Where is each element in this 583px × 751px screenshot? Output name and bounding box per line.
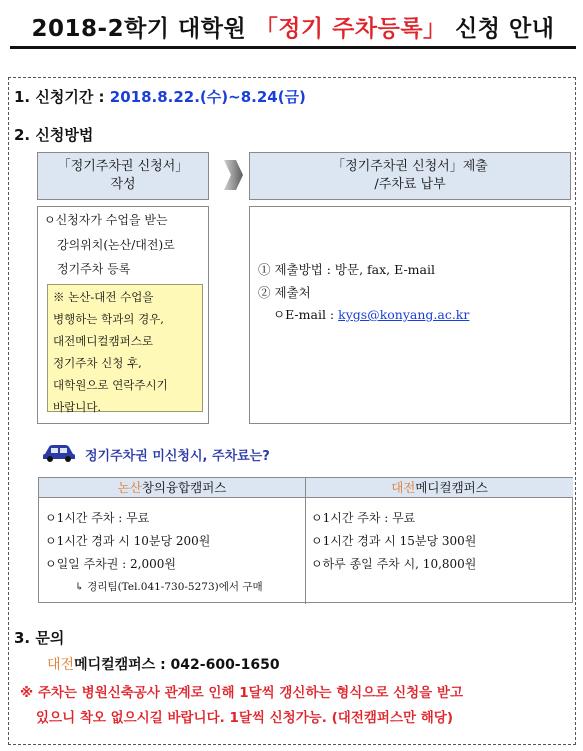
warning-line-1: ※ 주차는 병원신축공사 관계로 인해 1달씩 갱신하는 형식으로 신청을 받고 xyxy=(20,685,464,701)
fee-item: ㅇ하루 종일 주차 시, 10,800원 xyxy=(311,557,477,571)
submit-where: ② 제출처 xyxy=(258,285,311,300)
step2-line2: /주차료 납부 xyxy=(374,177,446,192)
submit-email-row xyxy=(273,305,469,323)
period-value: 2018.8.22.(수)~8.24(금) xyxy=(109,88,306,106)
submit-method: ① 제출방법 : 방문, fax, E-mail xyxy=(258,262,435,277)
col2-header-orange: 대전 xyxy=(391,480,416,495)
fee-item: ㅇ1시간 경과 시 10분당 200원 xyxy=(45,534,211,548)
chevron-right-icon xyxy=(222,158,244,192)
title-underline xyxy=(10,46,576,49)
note-line: 정기주차 신청 후, xyxy=(53,356,142,370)
fee-item: ㅇ1시간 경과 시 15분당 300원 xyxy=(311,534,477,548)
step1-item-line: 정기주차 등록 xyxy=(57,262,131,276)
section-period xyxy=(14,86,306,107)
email-link[interactable]: kygs@konyang.ac.kr xyxy=(338,307,470,322)
col1-header-rest: 창의융합캠퍼스 xyxy=(141,480,227,495)
fee-item: ㅇ1시간 주차 : 무료 xyxy=(311,511,416,525)
step1-header xyxy=(37,152,209,200)
step1-line2: 작성 xyxy=(110,177,136,192)
col-header-daejeon xyxy=(306,478,573,498)
fee-item: ㅇ일일 주차권 : 2,000원 xyxy=(45,557,176,571)
warning-line-2: 있으니 착오 없으시길 바랍니다. 1달씩 신청가능. (대전캠퍼스만 해당) xyxy=(36,710,453,726)
unregistered-title: 정기주차권 미신청시, 주차료는? xyxy=(85,449,270,464)
section-inquiry: 3. 문의 xyxy=(14,629,65,647)
fee-item: ㅇ1시간 주차 : 무료 xyxy=(45,511,150,525)
note-line: 병행하는 학과의 경우, xyxy=(53,312,164,326)
inquiry-campus-orange: 대전 xyxy=(47,657,75,673)
inquiry-campus-phone: 메디컬캠퍼스 : 042-600-1650 xyxy=(74,657,280,673)
col2-header-rest: 메디컬캠퍼스 xyxy=(415,480,488,495)
page-title xyxy=(10,10,576,43)
step1-line1: 「정기주차권 신청서」 xyxy=(57,159,189,174)
col1-header-orange: 논산 xyxy=(117,480,142,495)
section-method: 2. 신청방법 xyxy=(14,126,94,144)
step2-header xyxy=(249,152,571,200)
car-icon xyxy=(42,443,76,463)
inquiry-contact xyxy=(47,654,280,674)
note-box xyxy=(47,284,203,412)
col-header-nonsan xyxy=(39,478,305,498)
period-label: 1. 신청기간 : xyxy=(14,88,105,106)
title-bar xyxy=(10,2,576,50)
step1-item-line: ㅇ신청자가 수업을 받는 xyxy=(44,213,168,227)
note-line: 대학원으로 연락주시기 xyxy=(53,378,168,392)
note-line: 바랍니다. xyxy=(53,400,102,414)
title-part2: 신청 안내 xyxy=(455,16,555,42)
title-part1: 2018-2학기 대학원 xyxy=(31,16,247,42)
email-label: ㅇE-mail : xyxy=(273,307,335,322)
parking-fee-table xyxy=(38,477,573,603)
fee-subnote: ↳ 경리팀(Tel.041-730-5273)에서 구매 xyxy=(75,581,263,593)
step1-item-line: 강의위치(논산/대전)로 xyxy=(57,238,175,252)
title-highlight: 「정기 주차등록」 xyxy=(254,16,447,42)
note-line: ※ 논산-대전 수업을 xyxy=(53,290,154,304)
column-divider xyxy=(305,478,306,604)
step2-line1: 「정기주차권 신청서」제출 xyxy=(332,159,488,174)
note-line: 대전메디컬캠퍼스로 xyxy=(53,334,153,348)
